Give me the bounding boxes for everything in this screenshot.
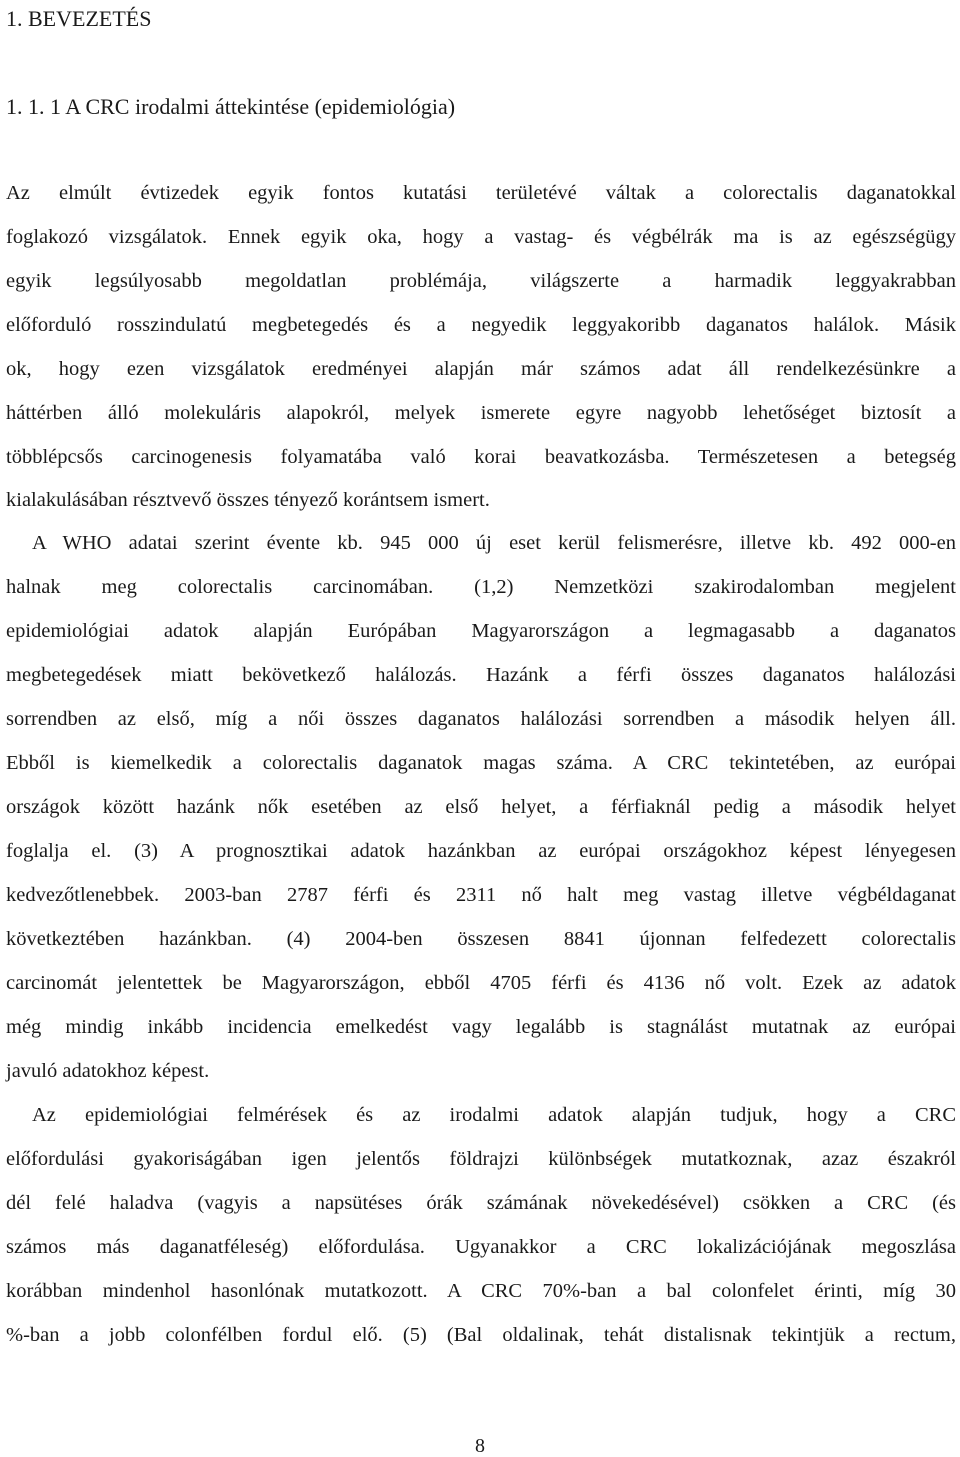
body-line: következtében hazánkban. (4) 2004-ben összesen 8841 újonnan felfedezett colorectalis [6, 928, 956, 950]
body-line: A WHO adatai szerint évente kb. 945 000 új eset kerül felismerésre, illetve kb. 492 000-en [32, 532, 956, 554]
body-line: országok között hazánk nők esetében az első helyet, a férfiaknál pedig a második helyet [6, 796, 956, 818]
body-line: háttérben álló molekuláris alapokról, melyek ismerete egyre nagyobb lehetőséget biztosít a [6, 402, 956, 424]
body-line: számos más daganatféleség) előfordulása. Ugyanakkor a CRC lokalizációjának megoszlása [6, 1236, 956, 1258]
chapter-heading: 1. BEVEZETÉS [6, 6, 152, 31]
body-line: dél felé haladva (vagyis a napsütéses órák számának növekedésével) csökken a CRC (és [6, 1192, 956, 1214]
body-line: foglalja el. (3) A prognosztikai adatok hazánkban az európai országokhoz képest lényegesen [6, 840, 956, 862]
section-heading: 1. 1. 1 A CRC irodalmi áttekintése (epidemiológia) [6, 94, 456, 119]
body-line: korábban mindenhol hasonlónak mutatkozott. A CRC 70%-ban a bal colonfelet érinti, míg 30 [6, 1280, 956, 1302]
body-line: halnak meg colorectalis carcinomában. (1,2) Nemzetközi szakirodalomban megjelent [6, 576, 956, 598]
body-line: megbetegedések miatt bekövetkező halálozás. Hazánk a férfi összes daganatos halálozási [6, 664, 956, 686]
page-number: 8 [475, 1435, 485, 1457]
body-line: kedvezőtlenebbek. 2003-ban 2787 férfi és 2311 nő halt meg vastag illetve végbéldaganat [6, 884, 956, 906]
body-line: javuló adatokhoz képest. [6, 1060, 210, 1082]
body-line: ok, hogy ezen vizsgálatok eredményei alapján már számos adat áll rendelkezésünkre a [6, 358, 956, 380]
body-line: Ebből is kiemelkedik a colorectalis daganatok magas száma. A CRC tekintetében, az európai [6, 752, 956, 774]
body-line: előforduló rosszindulatú megbetegedés és a negyedik leggyakoribb daganatos halálok. Másik [6, 314, 956, 336]
body-line: kialakulásában résztvevő összes tényező korántsem ismert. [6, 489, 490, 511]
body-line: epidemiológiai adatok alapján Európában Magyarországon a legmagasabb a daganatos [6, 620, 956, 642]
body-line: előfordulási gyakoriságában igen jelentős földrajzi különbségek mutatkoznak, azaz északról [6, 1148, 956, 1170]
body-line: %-ban a jobb colonfélben fordul elő. (5) (Bal oldalinak, tehát distalisnak tekintjük a rectum, [6, 1324, 956, 1346]
body-line: egyik legsúlyosabb megoldatlan problémája, világszerte a harmadik leggyakrabban [6, 270, 956, 292]
body-line: sorrendben az első, míg a női összes daganatos halálozási sorrendben a második helyen áll. [6, 708, 956, 730]
body-line: Az elmúlt évtizedek egyik fontos kutatási területévé váltak a colorectalis daganatokkal [6, 182, 956, 204]
body-line: carcinomát jelentettek be Magyarországon, ebből 4705 férfi és 4136 nő volt. Ezek az adatok [6, 972, 956, 994]
body-line: még mindig inkább incidencia emelkedést vagy legalább is stagnálást mutatnak az európai [6, 1016, 956, 1038]
body-line: többlépcsős carcinogenesis folyamatába való korai beavatkozásba. Természetesen a betegség [6, 446, 956, 468]
body-line: Az epidemiológiai felmérések és az irodalmi adatok alapján tudjuk, hogy a CRC [32, 1104, 956, 1126]
body-line: foglakozó vizsgálatok. Ennek egyik oka, hogy a vastag- és végbélrák ma is az egészségügy [6, 226, 956, 248]
